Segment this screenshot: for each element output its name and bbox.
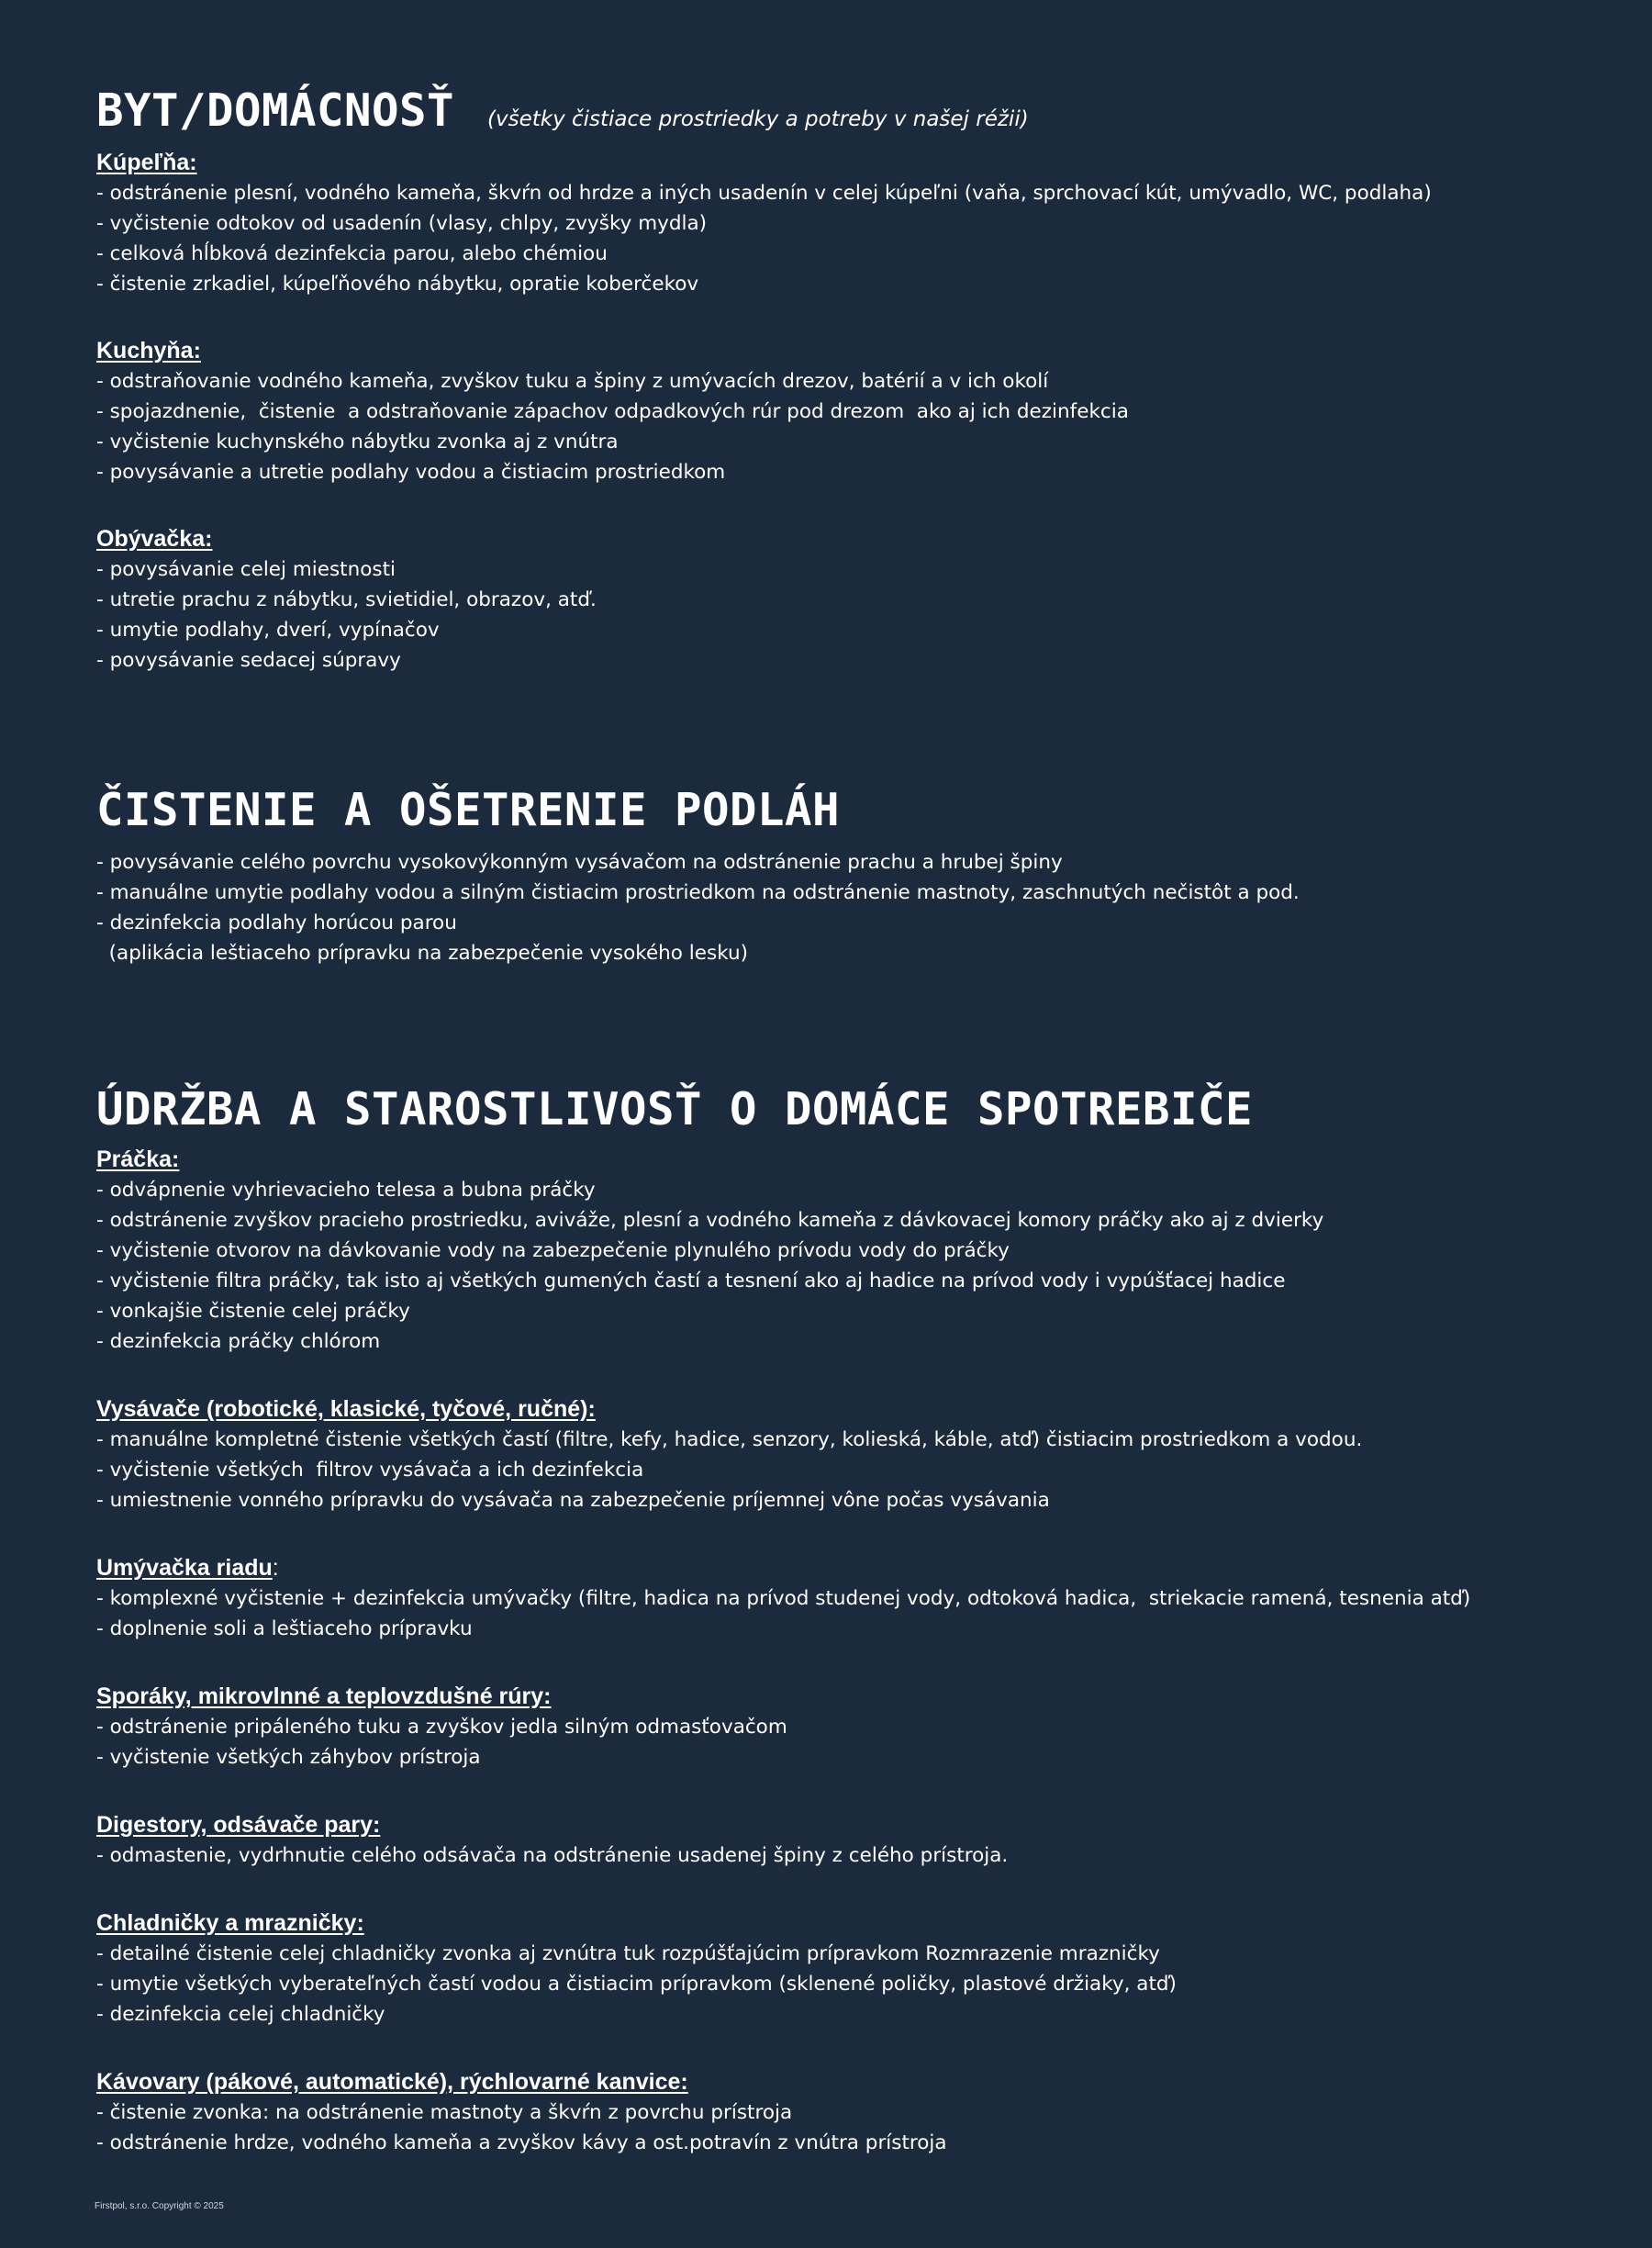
list-item: - vonkajšie čistenie celej práčky [96,1300,410,1323]
list-item: - manuálne kompletné čistenie všetkých častí (filtre, kefy, hadice, senzory, kolieská, káble, atď) čistiacim prostriedkom a vodou. [96,1428,1363,1451]
subsection-digestory [96,1810,1620,1871]
list-item: - odmastenie, vydrhnutie celého odsávača na odstránenie usadenej špiny z celého prístroja. [96,1844,1009,1867]
list-item: - povysávanie celého povrchu vysokovýkonným vysávačom na odstránenie prachu a hrubej špiny [96,851,1063,874]
subsection-kuchyna [96,336,1620,487]
subsection-sporaky [96,1682,1620,1773]
subsection-umyvacka [96,1553,1620,1644]
section-title-spotrebice: ÚDRŽBA A STAROSTLIVOSŤ O DOMÁCE SPOTREBIČE [96,1083,1254,1135]
section-title-podlahy: ČISTENIE A OŠETRENIE PODLÁH [96,784,841,836]
section-note-byt: (všetky čistiace prostriedky a potreby v našej réžii) [487,107,1029,131]
list-item: - odstraňovanie vodného kameňa, zvyškov tuku a špiny z umývacích drezov, batérií a v ich okolí [96,370,1049,393]
list-item: - odstránenie hrdze, vodného kameňa a zvyškov kávy a ost.potravín z vnútra prístroja [96,2131,947,2154]
list-item: (aplikácia leštiaceho prípravku na zabezpečenie vysokého lesku) [96,942,748,965]
list-item: - vyčistenie odtokov od usadenín (vlasy, chlpy, zvyšky mydla) [96,212,708,235]
list-item: - odstránenie pripáleného tuku a zvyškov jedla silným odmasťovačom [96,1716,787,1739]
list-item: - umiestnenie vonného prípravku do vysávača na zabezpečenie príjemnej vône počas vysávania [96,1489,1050,1512]
list-item: - odstránenie plesní, vodného kameňa, škvŕn od hrdze a iných usadenín v celej kúpeľni (vaňa, sprchovací kút, umývadlo, WC, podlaha) [96,182,1432,205]
list-item: - vyčistenie filtra práčky, tak isto aj všetkých gumených častí a tesnení ako aj hadice na prívod vody i vypúšťacej hadice [96,1269,1286,1292]
subsection-heading-kavovary: Kávovary (pákové, automatické), rýchlovarné kanvice: [96,2069,688,2095]
subsection-heading-pracka: Práčka: [96,1146,180,1172]
list-item: - umytie podlahy, dverí, vypínačov [96,619,440,642]
list-item: - povysávanie celej miestnosti [96,558,396,581]
subsection-pracka [96,1145,1620,1357]
copyright-footer: Firstpol, s.r.o. Copyright © 2025 [95,2201,224,2211]
list-item: - povysávanie sedacej súpravy [96,649,401,672]
list-item: - dezinfekcia podlahy horúcou parou [96,912,457,934]
subsection-heading-digestory: Digestory, odsávače pary: [96,1812,381,1838]
list-item: - vyčistenie kuchynského nábytku zvonka aj z vnútra [96,431,619,453]
list-item: - odstránenie zvyškov pracieho prostriedku, aviváže, plesní a vodného kameňa z dávkovacej komory práčky ako aj z dvierky [96,1209,1324,1232]
subsection-kavovary [96,2067,1620,2158]
list-item: - detailné čistenie celej chladničky zvonka aj zvnútra tuk rozpúšťajúcim prípravkom Rozmrazenie mrazničky [96,1942,1160,1965]
section-title-byt [96,84,1620,137]
list-item: - dezinfekcia práčky chlórom [96,1330,381,1353]
list-item: - dezinfekcia celej chladničky [96,2003,385,2026]
subsection-heading-umyvacka-text: Umývačka riadu [96,1555,273,1581]
list-item: - vyčistenie všetkých filtrov vysávača a ich dezinfekcia [96,1459,644,1482]
list-item: - manuálne umytie podlahy vodou a silným čistiacim prostriedkom na odstránenie mastnoty, zaschnutých nečistôt a pod. [96,881,1300,904]
list-item: - povysávanie a utretie podlahy vodou a čistiacim prostriedkom [96,461,726,484]
list-item: - komplexné vyčistenie + dezinfekcia umývačky (filtre, hadica na prívod studenej vody, odtoková hadica, striekacie ramená, tesnenia atď) [96,1587,1471,1610]
list-item: - celková hĺbková dezinfekcia parou, alebo chémiou [96,242,608,265]
list-item: - vyčistenie otvorov na dávkovanie vody na zabezpečenie plynulého prívodu vody do práčky [96,1239,1010,1262]
subsection-heading-chladnicky: Chladničky a mrazničky: [96,1910,364,1936]
subsection-heading-kupelna: Kúpeľňa: [96,150,197,175]
subsection-heading-sporaky: Sporáky, mikrovlnné a teplovzdušné rúry: [96,1683,552,1709]
document-page [96,84,1620,2158]
subsection-obyvacka [96,524,1620,676]
list-item: - vyčistenie všetkých záhybov prístroja [96,1746,481,1769]
subsection-kupelna [96,148,1620,299]
list-item: - odvápnenie vyhrievacieho telesa a bubna práčky [96,1179,596,1202]
subsection-heading-obyvacka: Obývačka: [96,526,213,552]
section-title-byt-text: BYT/DOMÁCNOSŤ [96,84,455,137]
list-item: - čistenie zvonka: na odstránenie mastnoty a škvŕn z povrchu prístroja [96,2101,793,2124]
subsection-heading-vysavace: Vysávače (robotické, klasické, tyčové, ručné): [96,1396,596,1422]
section-podlahy-list [96,847,1620,968]
list-item: - spojazdnenie, čistenie a odstraňovanie zápachov odpadkových rúr pod drezom ako aj ich dezinfekcia [96,400,1129,423]
subsection-heading-umyvacka-colon: : [272,1555,279,1581]
subsection-heading-kuchyna: Kuchyňa: [96,338,201,363]
list-item: - doplnenie soli a leštiaceho prípravku [96,1617,473,1640]
list-item: - umytie všetkých vyberateľných častí vodou a čistiacim prípravkom (sklenené poličky, plastové držiaky, atď) [96,1973,1177,1996]
subsection-vysavace [96,1394,1620,1515]
list-item: - utretie prachu z nábytku, svietidiel, obrazov, atď. [96,588,597,611]
list-item: - čistenie zrkadiel, kúpeľňového nábytku, opratie koberčekov [96,273,699,296]
subsection-chladnicky [96,1908,1620,2030]
subsection-heading-umyvacka [96,1553,1620,1583]
